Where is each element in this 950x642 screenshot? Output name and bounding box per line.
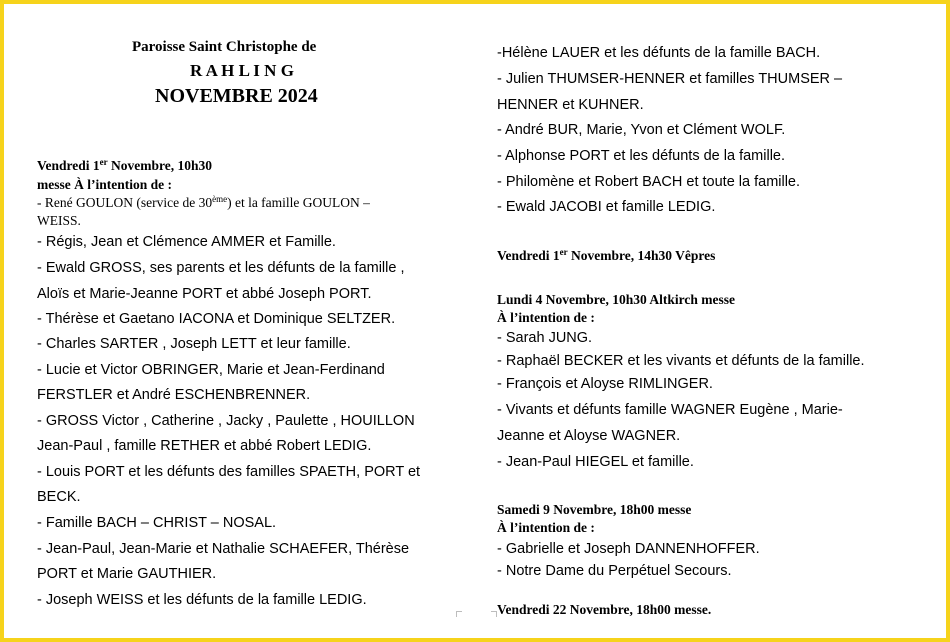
ordinal-suffix: er (99, 157, 108, 167)
intention-line: - Famille BACH – CHRIST – NOSAL. (37, 515, 277, 531)
goulon-text: - René GOULON (service de 30 (37, 195, 213, 210)
intention-line: - Ewald JACOBI et famille LEDIG. (497, 199, 716, 215)
intention-line: - Louis PORT et les défunts des familles SPAETH, PORT et (37, 464, 421, 480)
intention-line: - Ewald GROSS, ses parents et les défunts de la famille , (37, 260, 405, 276)
intention-label: messe À l’intention de : (37, 177, 172, 192)
intention-line: - GROSS Victor , Catherine , Jacky , Paulette , HOUILLON (37, 413, 415, 429)
ordinal-suffix: er (559, 247, 568, 257)
event-time-text: Novembre, 14h30 Vêpres (567, 248, 716, 263)
intention-line: - Charles SARTER , Joseph LETT et leur famille. (37, 336, 351, 352)
intention-line: - Régis, Jean et Clémence AMMER et Famille. (37, 234, 336, 250)
goulon-text-end: ) et la famille GOULON – (227, 195, 370, 210)
event-title-samedi-9: Samedi 9 Novembre, 18h00 messe (497, 502, 692, 517)
crop-mark (456, 611, 462, 617)
intention-line: - André BUR, Marie, Yvon et Clément WOLF. (497, 122, 786, 138)
intention-goulon (37, 195, 370, 211)
intention-line: - Julien THUMSER-HENNER et familles THUMSER – (497, 71, 843, 87)
intention-label: À l’intention de : (497, 310, 595, 325)
month-heading: NOVEMBRE 2024 (155, 85, 318, 107)
intention-line: - Gabrielle et Joseph DANNENHOFFER. (497, 541, 760, 557)
intention-line: - Jean-Paul, Jean-Marie et Nathalie SCHAEFER, Thérèse (37, 541, 410, 557)
event-title-vendredi-1 (37, 158, 212, 174)
event-date-text: Vendredi 1 (37, 158, 100, 173)
intention-line: - Vivants et défunts famille WAGNER Eugène , Marie- (497, 402, 843, 418)
intention-goulon-cont: WEISS. (37, 213, 81, 228)
intention-line: PORT et Marie GAUTHIER. (37, 566, 217, 582)
intention-label: À l’intention de : (497, 520, 595, 535)
event-time-text: Novembre, 10h30 (107, 158, 213, 173)
intention-line: Jean-Paul , famille RETHER et abbé Robert LEDIG. (37, 438, 372, 454)
village-heading: R A H L I N G (190, 61, 294, 80)
intention-line: FERSTLER et André ESCHENBRENNER. (37, 387, 311, 403)
intention-line: - Raphaël BECKER et les vivants et défunts de la famille. (497, 353, 865, 369)
intention-line: - Joseph WEISS et les défunts de la famille LEDIG. (37, 592, 367, 608)
intention-line: - Notre Dame du Perpétuel Secours. (497, 563, 732, 579)
intention-line: - François et Aloyse RIMLINGER. (497, 376, 713, 392)
intention-line: - Lucie et Victor OBRINGER, Marie et Jean-Ferdinand (37, 362, 385, 378)
intention-line: - Jean-Paul HIEGEL et famille. (497, 454, 694, 470)
intention-line: -Hélène LAUER et les défunts de la famille BACH. (497, 45, 821, 61)
intention-line: - Alphonse PORT et les défunts de la famille. (497, 148, 786, 164)
parish-heading: Paroisse Saint Christophe de (132, 39, 317, 55)
event-date-text: Vendredi 1 (497, 248, 560, 263)
intention-line: - Sarah JUNG. (497, 330, 593, 346)
event-title-vendredi-22: Vendredi 22 Novembre, 18h00 messe. (497, 602, 712, 617)
intention-line: HENNER et KUHNER. (497, 97, 644, 113)
intention-line: Jeanne et Aloyse WAGNER. (497, 428, 681, 444)
event-title-lundi-4: Lundi 4 Novembre, 10h30 Altkirch messe (497, 292, 736, 307)
event-title-vepres (497, 248, 715, 264)
intention-line: - Philomène et Robert BACH et toute la famille. (497, 174, 801, 190)
intention-line: Aloïs et Marie-Jeanne PORT et abbé Joseph PORT. (37, 286, 372, 302)
intention-line: - Thérèse et Gaetano IACONA et Dominique SELTZER. (37, 311, 396, 327)
ordinal-suffix: ème (212, 194, 228, 204)
intention-line: BECK. (37, 489, 81, 505)
crop-mark (491, 611, 497, 617)
